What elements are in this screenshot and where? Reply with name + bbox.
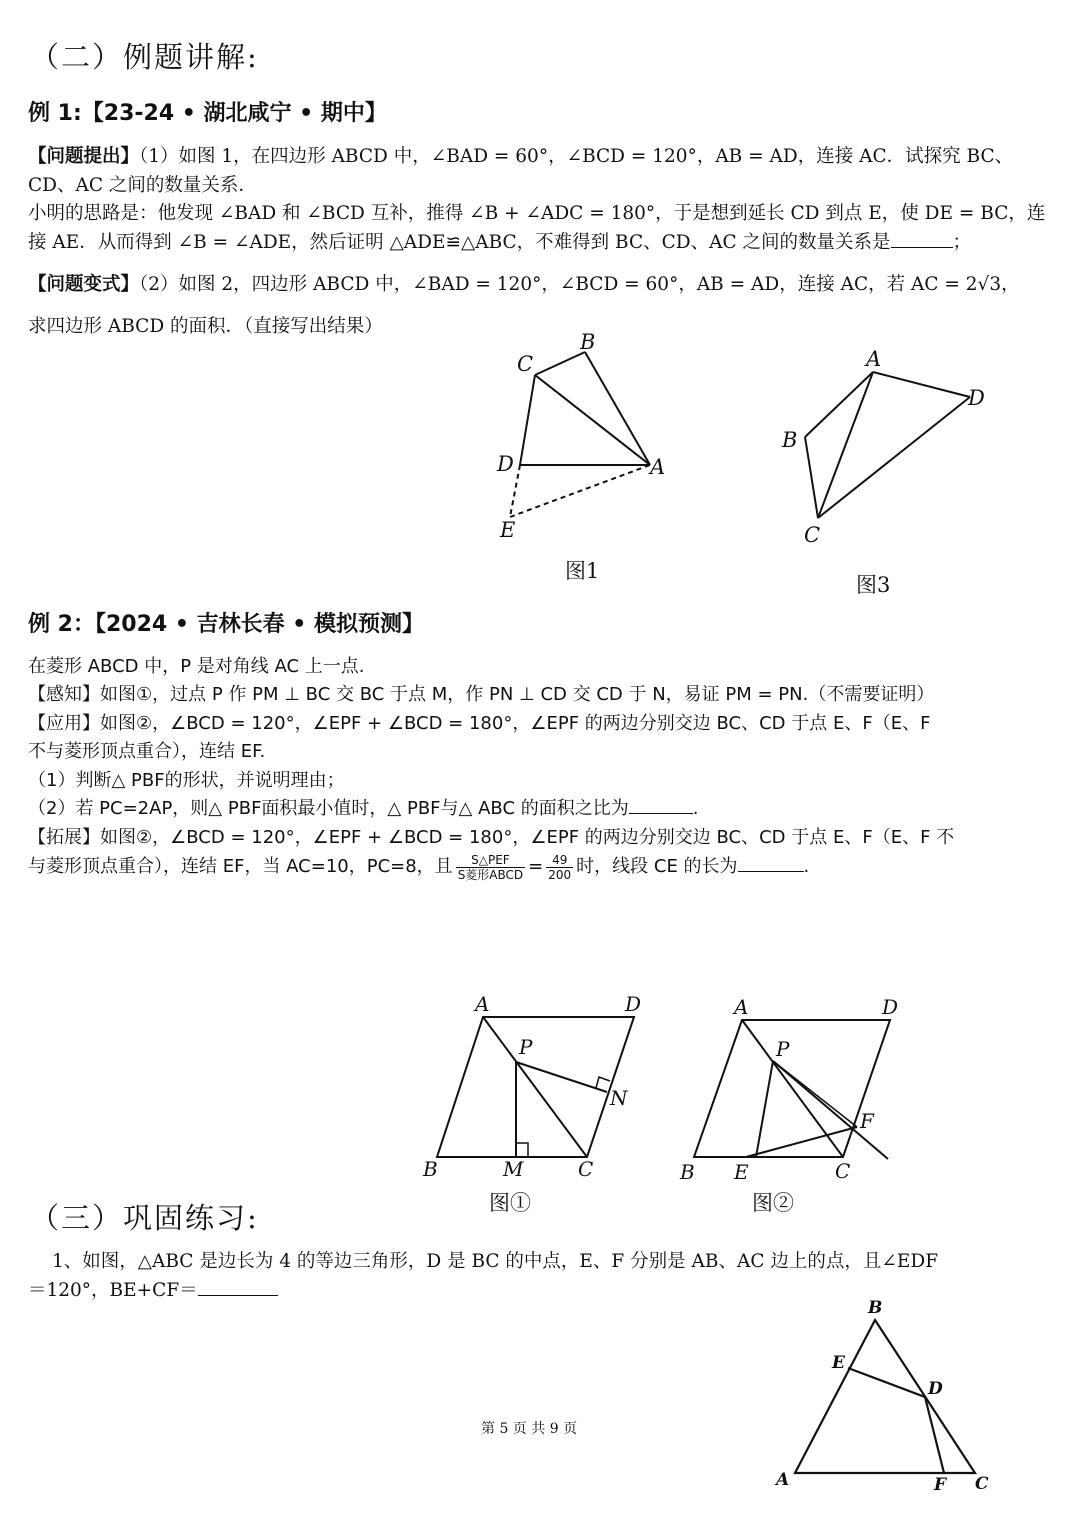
fig-c1-right-angle-n (596, 1077, 610, 1088)
segment-df (925, 1397, 944, 1473)
example-2-title: 例 2：【2024 • 吉林长春 • 模拟预测】 (28, 612, 424, 637)
exercise-1-line-1: 1、如图，△ABC 是边长为 4 的等边三角形，D 是 BC 的中点，E、F 分别是 AB、AC 边上的点，且∠EDF (52, 1251, 939, 1272)
fig3-caption: 图3 (856, 573, 891, 597)
fig3-segment-ba (805, 372, 873, 437)
fig-c2-label-a: A (734, 995, 749, 1019)
variant-tag: 【问题变式】 (28, 274, 140, 295)
tri-label-f: F (934, 1475, 947, 1495)
example-1-line-6: 求四边形 ABCD 的面积．（直接写出结果） (28, 316, 383, 337)
example-1-line-2: CD、AC 之间的数量关系． (28, 175, 257, 196)
fraction-numerator: S△PEF (456, 853, 525, 868)
example-1-line-5 (28, 270, 1020, 296)
fraction-value (546, 853, 573, 882)
example-1-line-1 (28, 142, 1013, 168)
example-1-title: 例 1:【23-24 • 湖北咸宁 • 期中】 (28, 101, 387, 126)
figure-circle-2 (672, 985, 912, 1215)
example-1-line-4-end: ； (952, 232, 972, 253)
fraction-denominator: S菱形ABCD (457, 867, 524, 882)
page-footer: 第 5 页 共 9 页 (481, 1421, 578, 1437)
segment-ed (848, 1368, 925, 1397)
fig-c1-label-a: A (475, 992, 490, 1016)
fig1-label-c: C (517, 352, 534, 376)
section-heading-2: （二）例题讲解: (30, 40, 259, 74)
exercise-1-line-2 (28, 1276, 278, 1302)
example-2-line-8a: 与菱形顶点重合），连结 EF，当 AC=10，PC=8，且 (28, 856, 453, 877)
fraction-value-denominator: 200 (548, 867, 572, 882)
tri-label-c: C (975, 1474, 989, 1494)
figure-1 (490, 325, 680, 590)
example-2-line-4: 不与菱形顶点重合），连结 EF. (28, 741, 266, 762)
fig-c1-right-angle-m (516, 1143, 528, 1157)
example-2-line-1: 在菱形 ABCD 中，P 是对角线 AC 上一点. (28, 656, 365, 677)
fig1-segment-ca (535, 375, 650, 465)
example-2-line-2: 【感知】如图①，过点 P 作 PM ⊥ BC 交 BC 于点 M，作 PN ⊥ CD 交 CD 于 N，易证 PM = PN.（不需要证明） (28, 684, 935, 705)
fig-c1-label-d: D (625, 992, 642, 1016)
fig3-segment-ad (873, 372, 970, 397)
answer-blank[interactable] (738, 855, 804, 872)
fig-c2-label-d: D (882, 995, 899, 1019)
example-2-line-6-text: （2）若 PC=2AP，则△ PBF面积最小值时，△ PBF与△ ABC 的面积之比为 (28, 798, 629, 819)
fig3-label-b: B (782, 428, 798, 452)
tri-label-b: B (868, 1298, 883, 1318)
fig-c1-label-b: B (423, 1157, 438, 1181)
problem-tag: 【问题提出】 (28, 146, 140, 167)
fraction-value-numerator: 49 (546, 853, 573, 868)
example-2-line-7: 【拓展】如图②，∠BCD = 120°，∠EPF + ∠BCD = 180°，∠EPF 的两边分别交边 BC、CD 于点 E、F（E、F 不 (28, 827, 955, 848)
example-2-line-8 (28, 852, 809, 882)
example-2-line-5: （1）判断△ PBF的形状，并说明理由； (28, 770, 345, 791)
fig3-label-c: C (804, 523, 821, 547)
example-2-line-6-end: . (692, 798, 699, 819)
fig1-segment-cb (535, 352, 585, 375)
fig-c2-segment-pe (756, 1061, 773, 1157)
fig1-label-d: D (497, 452, 514, 476)
fig-c1-diagonal-ac (483, 1017, 587, 1157)
example-2-line-6 (28, 794, 698, 820)
example-2-line-8-end: . (803, 856, 810, 877)
fig3-label-d: D (968, 386, 985, 410)
fig-c2-caption: 图② (752, 1191, 794, 1215)
fig3-segment-bc (805, 437, 818, 518)
fig-c2-label-f: F (860, 1109, 874, 1133)
fig-c2-label-b: B (680, 1160, 695, 1184)
fig-c1-label-c: C (578, 1157, 594, 1181)
equals-sign: = (528, 856, 544, 877)
example-2-line-3: 【应用】如图②，∠BCD = 120°，∠EPF + ∠BCD = 180°，∠EPF 的两边分别交边 BC、CD 于点 E、F（E、F (28, 713, 931, 734)
fig-c2-segment-pf (773, 1061, 857, 1127)
fig-c1-label-n: N (610, 1086, 628, 1110)
fig1-segment-ba (585, 352, 650, 465)
tri-label-a: A (776, 1470, 790, 1490)
fig1-caption: 图1 (565, 559, 600, 583)
fig-c1-segment-pn (516, 1062, 607, 1092)
fig1-segment-ea-dashed (510, 465, 650, 517)
fig-c2-label-e: E (734, 1160, 749, 1184)
triangle-abc (795, 1320, 975, 1473)
answer-blank[interactable] (198, 1279, 278, 1296)
example-2-line-8b: 时，线段 CE 的长为 (576, 856, 738, 877)
fig-c2-label-c: C (835, 1159, 851, 1183)
fig1-segment-cd (520, 375, 535, 465)
example-1-line-4-text: 接 AE．从而得到 ∠B = ∠ADE，然后证明 △ADE≌△ABC，不难得到 BC、CD、AC 之间的数量关系是 (28, 232, 891, 253)
fig1-label-a: A (650, 455, 666, 479)
figure-circle-1 (415, 985, 655, 1215)
fraction-area-ratio (456, 853, 525, 882)
figure-3 (770, 340, 1000, 600)
section-heading-3: （三）巩固练习: (30, 1201, 259, 1235)
tri-label-d: D (928, 1379, 943, 1399)
fig1-label-e: E (500, 518, 516, 542)
example-1-line-4 (28, 228, 971, 254)
variant-text: （2）如图 2，四边形 ABCD 中，∠BAD = 120°，∠BCD = 60°，AB = AD，连接 AC，若 AC = 2√3， (139, 274, 1020, 295)
fig-c1-label-p: P (519, 1035, 533, 1059)
example-1-line-3: 小明的思路是：他发现 ∠BAD 和 ∠BCD 互补，推得 ∠B + ∠ADC = 180°，于是想到延长 CD 到点 E，使 DE = BC，连 (28, 203, 1046, 224)
fig-c1-label-m: M (503, 1157, 524, 1181)
fig3-label-a: A (866, 347, 882, 371)
tri-label-e: E (832, 1353, 845, 1373)
problem-text: （1）如图 1，在四边形 ABCD 中，∠BAD = 60°，∠BCD = 120°，AB = AD，连接 AC．试探究 BC、 (139, 146, 1014, 167)
fig-c2-diagonal-ac (742, 1020, 843, 1157)
exercise-1-line-2-text: ＝120°，BE+CF＝ (28, 1280, 198, 1301)
fig1-label-b: B (580, 330, 596, 354)
answer-blank[interactable] (891, 231, 953, 248)
fig-c2-label-p: P (776, 1037, 790, 1061)
answer-blank[interactable] (629, 797, 693, 814)
fig-c1-caption: 图① (489, 1191, 531, 1215)
figure-triangle (760, 1290, 1000, 1500)
